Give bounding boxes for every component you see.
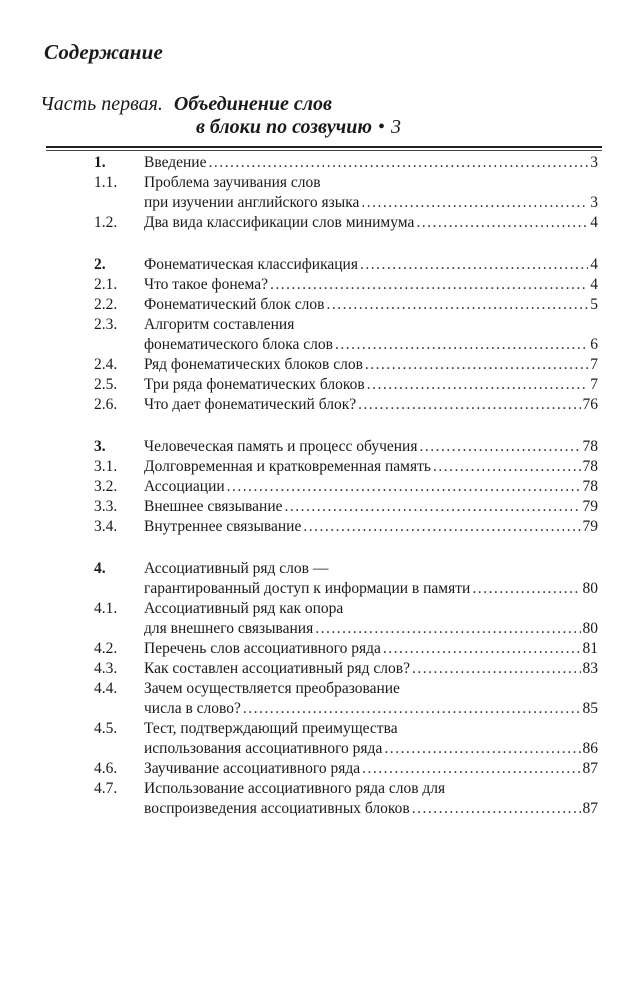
- toc-entry-text-area: [144, 477, 598, 497]
- toc-entry-page: 78: [582, 458, 598, 475]
- table-of-contents: [94, 153, 598, 819]
- toc-entry-line: [94, 457, 598, 477]
- toc-entry-page: 7: [590, 356, 598, 373]
- toc-leader-row: [144, 739, 598, 759]
- toc-leader-row: [144, 193, 598, 213]
- toc-entry-title: Человеческая память и процесс обучения: [144, 438, 418, 455]
- dot-leader: [315, 619, 580, 639]
- toc-entry-title: числа в слово?: [144, 700, 241, 717]
- toc-leader-row: [144, 799, 598, 819]
- dot-leader: [326, 295, 588, 315]
- toc-entry-line: [94, 719, 598, 739]
- toc-leader-row: [144, 517, 598, 537]
- group-spacer: [94, 233, 598, 255]
- toc-entry-text-area: [144, 517, 598, 537]
- toc-entry-line: [94, 477, 598, 497]
- toc-entry-number: 1.: [94, 154, 106, 171]
- part-heading-line2: [196, 116, 401, 139]
- dot-leader: [367, 375, 589, 395]
- toc-entry-line: [94, 315, 598, 335]
- toc-entry-number: 3.2.: [94, 478, 118, 495]
- toc-entry-line: [94, 275, 598, 295]
- toc-entry-text-area: [144, 759, 598, 779]
- heading-rule-thin: [46, 150, 602, 151]
- dot-leader: [285, 497, 581, 517]
- toc-entry-title: Ассоциативный ряд как опора: [144, 600, 344, 617]
- toc-entry-title: Тест, подтверждающий преимущества: [144, 720, 398, 737]
- toc-leader-row: [144, 639, 598, 659]
- dot-leader: [412, 799, 581, 819]
- toc-entry-title: Фонематическая классификация: [144, 256, 358, 273]
- toc-entry-title: Долговременная и кратковременная память: [144, 458, 431, 475]
- toc-entry-number: 1.2.: [94, 214, 118, 231]
- toc-entry-text-area: [144, 497, 598, 517]
- toc-entry-title: Фонематический блок слов: [144, 296, 325, 313]
- toc-entry-text-area: [144, 255, 598, 275]
- toc-entry-text-area: [144, 659, 598, 679]
- heading-rule: [46, 146, 602, 148]
- toc-entry-title: Внутреннее связывание: [144, 518, 302, 535]
- toc-entry-number: 2.5.: [94, 376, 118, 393]
- toc-entry-number: 3.4.: [94, 518, 118, 535]
- toc-entry-page: 5: [590, 296, 598, 313]
- toc-entry-page: 3: [590, 154, 598, 171]
- toc-entry-number: 2.4.: [94, 356, 118, 373]
- toc-entry-text-area: [144, 315, 598, 335]
- toc-leader-row: [144, 153, 598, 173]
- toc-entry-text-area: [144, 335, 598, 355]
- toc-entry-line: [94, 799, 598, 819]
- part-label: Часть первая.: [40, 93, 163, 115]
- toc-entry-line: [94, 395, 598, 415]
- dot-leader: [303, 517, 580, 537]
- dot-leader: [412, 659, 581, 679]
- toc-entry-line: [94, 779, 598, 799]
- toc-entry-line: [94, 193, 598, 213]
- toc-entry-text-area: [144, 153, 598, 173]
- dot-leader: [384, 739, 580, 759]
- toc-entry-line: [94, 579, 598, 599]
- dot-leader: [227, 477, 581, 497]
- toc-leader-row: [144, 579, 598, 599]
- toc-entry-page: 87: [582, 800, 598, 817]
- toc-entry-line: [94, 619, 598, 639]
- group-spacer: [94, 415, 598, 437]
- dot-leader: [383, 639, 581, 659]
- dot-leader: [208, 153, 588, 173]
- toc-entry-line: [94, 295, 598, 315]
- group-spacer: [94, 537, 598, 559]
- toc-entry-line: [94, 517, 598, 537]
- toc-entry-number: 4.4.: [94, 680, 118, 697]
- toc-entry-text-area: [144, 395, 598, 415]
- toc-entry-line: [94, 355, 598, 375]
- toc-entry-text-area: [144, 375, 598, 395]
- toc-entry-text-area: [144, 679, 598, 699]
- toc-entry-line: [94, 255, 598, 275]
- toc-entry-title: Заучивание ассоциативного ряда: [144, 760, 361, 777]
- toc-entry-page: 79: [582, 518, 598, 535]
- toc-entry-line: [94, 335, 598, 355]
- toc-entry-text-area: [144, 295, 598, 315]
- toc-entry-text-area: [144, 619, 598, 639]
- toc-leader-row: [144, 437, 598, 457]
- toc-entry-line: [94, 173, 598, 193]
- toc-entry-page: 78: [582, 438, 598, 455]
- toc-entry-number: 1.1.: [94, 174, 118, 191]
- toc-entry-text-area: [144, 559, 598, 579]
- toc-entry-page: 6: [590, 336, 598, 353]
- toc-entry-line: [94, 153, 598, 173]
- toc-leader-row: [144, 275, 598, 295]
- toc-entry-number: 2.1.: [94, 276, 118, 293]
- toc-entry-page: 4: [590, 214, 598, 231]
- toc-entry-title: при изучении английского языка: [144, 194, 360, 211]
- toc-entry-text-area: [144, 355, 598, 375]
- toc-entry-line: [94, 739, 598, 759]
- toc-entry-line: [94, 759, 598, 779]
- toc-leader-row: [144, 375, 598, 395]
- toc-entry-number: 2.2.: [94, 296, 118, 313]
- toc-entry-page: 80: [582, 580, 598, 597]
- toc-entry-page: 81: [582, 640, 598, 657]
- toc-entry-text-area: [144, 579, 598, 599]
- toc-entry-title: Использование ассоциативного ряда слов для: [144, 780, 446, 797]
- dot-leader: [362, 759, 580, 779]
- dot-leader: [416, 213, 588, 233]
- toc-entry-number: 3.1.: [94, 458, 118, 475]
- toc-entry-title: Введение: [144, 154, 207, 171]
- toc-entry-title: использования ассоциативного ряда: [144, 740, 383, 757]
- toc-entry-title: Перечень слов ассоциативного ряда: [144, 640, 381, 657]
- toc-entry-number: 3.: [94, 438, 106, 455]
- toc-entry-line: [94, 213, 598, 233]
- toc-entry-title: Что дает фонематический блок?: [144, 396, 357, 413]
- bullet-separator: •: [378, 116, 386, 138]
- toc-entry-text-area: [144, 437, 598, 457]
- toc-entry-page: 7: [590, 376, 598, 393]
- toc-entry-page: 80: [582, 620, 598, 637]
- toc-entry-number: 4.5.: [94, 720, 118, 737]
- toc-leader-row: [144, 335, 598, 355]
- toc-entry-title: Ассоциативный ряд слов —: [144, 560, 329, 577]
- toc-entry-title: Ряд фонематических блоков слов: [144, 356, 363, 373]
- dot-leader: [335, 335, 588, 355]
- page-title: Содержание: [44, 40, 163, 64]
- toc-entry-title: Три ряда фонематических блоков: [144, 376, 365, 393]
- dot-leader: [361, 193, 588, 213]
- toc-entry-text-area: [144, 457, 598, 477]
- toc-entry-text-area: [144, 193, 598, 213]
- toc-entry-page: 78: [582, 478, 598, 495]
- toc-leader-row: [144, 759, 598, 779]
- toc-entry-title: гарантированный доступ к информации в памяти: [144, 580, 471, 597]
- toc-leader-row: [144, 395, 598, 415]
- toc-entry-title: фонематического блока слов: [144, 336, 333, 353]
- toc-leader-row: [144, 699, 598, 719]
- toc-entry-number: 4.7.: [94, 780, 118, 797]
- part-title-line2: в блоки по созвучию: [196, 116, 373, 138]
- toc-entry-number: 2.3.: [94, 316, 118, 333]
- toc-entry-text-area: [144, 173, 598, 193]
- toc-entry-number: 4.: [94, 560, 106, 577]
- toc-leader-row: [144, 477, 598, 497]
- toc-entry-text-area: [144, 699, 598, 719]
- toc-entry-line: [94, 497, 598, 517]
- toc-entry-number: 2.6.: [94, 396, 118, 413]
- toc-entry-page: 83: [582, 660, 598, 677]
- dot-leader: [270, 275, 588, 295]
- toc-entry-text-area: [144, 719, 598, 739]
- dot-leader: [433, 457, 581, 477]
- toc-entry-number: 3.3.: [94, 498, 118, 515]
- dot-leader: [243, 699, 581, 719]
- toc-entry-number: 4.3.: [94, 660, 118, 677]
- toc-entry-title: Как составлен ассоциативный ряд слов?: [144, 660, 410, 677]
- toc-entry-number: 4.2.: [94, 640, 118, 657]
- toc-entry-page: 4: [590, 256, 598, 273]
- toc-entry-line: [94, 639, 598, 659]
- part-title-line1: Объединение слов: [173, 93, 332, 115]
- part-page-number: 3: [391, 116, 402, 138]
- toc-leader-row: [144, 659, 598, 679]
- toc-entry-text-area: [144, 213, 598, 233]
- toc-entry-line: [94, 699, 598, 719]
- toc-entry-page: 85: [582, 700, 598, 717]
- dot-leader: [360, 255, 588, 275]
- toc-entry-line: [94, 679, 598, 699]
- toc-leader-row: [144, 457, 598, 477]
- toc-entry-title: Проблема заучивания слов: [144, 174, 321, 191]
- toc-entry-title: воспроизведения ассоциативных блоков: [144, 800, 410, 817]
- toc-entry-text-area: [144, 599, 598, 619]
- toc-entry-title: Два вида классификации слов минимума: [144, 214, 415, 231]
- toc-entry-title: Внешнее связывание: [144, 498, 283, 515]
- toc-entry-text-area: [144, 739, 598, 759]
- dot-leader: [472, 579, 580, 599]
- toc-entry-text-area: [144, 639, 598, 659]
- toc-leader-row: [144, 295, 598, 315]
- dot-leader: [365, 355, 588, 375]
- toc-entry-line: [94, 437, 598, 457]
- toc-entry-text-area: [144, 779, 598, 799]
- part-heading-line1: [40, 93, 332, 116]
- toc-entry-line: [94, 599, 598, 619]
- toc-entry-line: [94, 659, 598, 679]
- toc-entry-title: Что такое фонема?: [144, 276, 268, 293]
- toc-leader-row: [144, 213, 598, 233]
- dot-leader: [358, 395, 580, 415]
- toc-entry-number: 4.1.: [94, 600, 118, 617]
- toc-leader-row: [144, 355, 598, 375]
- toc-entry-page: 3: [590, 194, 598, 211]
- toc-entry-number: 2.: [94, 256, 106, 273]
- toc-leader-row: [144, 255, 598, 275]
- toc-entry-title: Зачем осуществляется преобразование: [144, 680, 400, 697]
- toc-entry-line: [94, 375, 598, 395]
- toc-leader-row: [144, 497, 598, 517]
- toc-entry-line: [94, 559, 598, 579]
- toc-entry-title: для внешнего связывания: [144, 620, 314, 637]
- toc-entry-page: 86: [582, 740, 598, 757]
- toc-entry-title: Алгоритм составления: [144, 316, 295, 333]
- toc-entry-page: 4: [590, 276, 598, 293]
- toc-entry-page: 76: [582, 396, 598, 413]
- toc-entry-text-area: [144, 799, 598, 819]
- toc-entry-title: Ассоциации: [144, 478, 225, 495]
- dot-leader: [419, 437, 580, 457]
- toc-entry-text-area: [144, 275, 598, 295]
- toc-entry-page: 87: [582, 760, 598, 777]
- toc-leader-row: [144, 619, 598, 639]
- toc-entry-page: 79: [582, 498, 598, 515]
- toc-entry-number: 4.6.: [94, 760, 118, 777]
